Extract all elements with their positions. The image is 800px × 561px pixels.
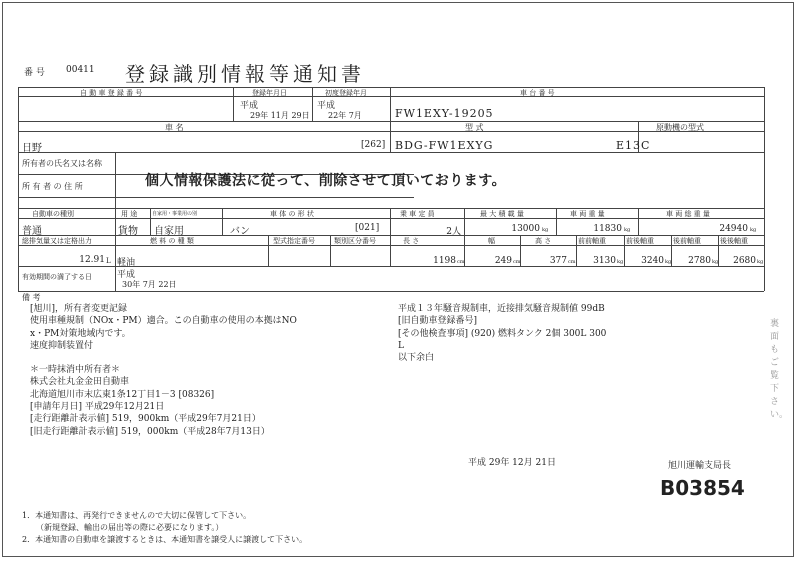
height-unit: cm [568,259,576,265]
purpose-label: 自家用・事業用の別 [152,211,198,217]
rear-front-axle-value: 2780 [688,256,711,266]
document-title: 登録識別情報等通知書 [125,62,365,86]
first-reg-date: 22年 7月 [328,111,362,120]
displacement-label: 総排気量又は定格出力 [22,237,92,245]
type-value: BDG-FW1EXYG [395,139,494,152]
vehicle-kind-label: 自動車の種別 [32,210,74,218]
remarks-left [30,303,297,438]
remarks-line: [申請年月日] 平成29年12月21日 [30,402,165,413]
width-value: 249 [494,256,512,266]
front-rear-axle-value: 3240 [641,256,664,266]
front-rear-axle-unit: kg [665,259,672,265]
length-value: 1198 [433,256,456,266]
chassis-label: 車 台 番 号 [520,89,555,97]
capacity-value: 2人 [446,227,461,237]
vehicle-weight-label: 車 両 重 量 [570,210,605,218]
gross-weight-value: 24940 [719,224,748,234]
remarks-line: 使用車種規制（NOx・PM）適合。この自動車の使用の本拠はNO [30,316,297,327]
model-number-label: 型式指定番号 [273,237,315,245]
remarks-line: [旧走行距離計表示値] 519，000km（平成28年7月13日） [30,426,270,437]
remarks-line: 平成１３年騒音規制車，近接排気騒音規制値 99dB [398,304,605,314]
remarks-line: [旧自動車登録番号] [398,316,478,327]
remarks-line: L [398,340,404,351]
issuing-office: 旭川運輸支局長 [668,461,732,471]
type-label: 型 式 [465,123,484,132]
class-number-label: 類別区分番号 [334,237,376,245]
reg-date: 29年 11月 29日 [250,111,310,120]
rear-rear-axle-label: 後後軸重 [720,237,748,245]
remarks-line: ＊一時抹消中所有者＊ [30,365,121,376]
chassis-value: FW1EXY-19205 [395,107,494,120]
height-label: 高 さ [535,237,552,245]
remarks-line: [その他検査事項] (920) 燃料タンク 2個 300L 300 [398,328,607,339]
car-name-value: 日野 [22,143,42,154]
front-rear-axle-label: 前後軸重 [626,237,654,245]
remarks-right [398,303,606,364]
capacity-label: 乗 車 定 員 [400,210,435,218]
max-load-label: 最 大 積 載 量 [480,210,524,218]
reg-era: 平成 [240,101,259,111]
displacement-value: 12.91 [79,255,105,265]
issue-date: 平成 29年 12月 21日 [468,458,556,468]
front-front-axle-value: 3130 [593,256,616,266]
remarks-line: [旭川]，所有者変更記録 [30,304,128,314]
remarks-line: 速度抑制装置付 [30,340,94,351]
footer-note: 2．本通知書の自動車を譲渡するときは、本通知書を譲受人に譲渡して下さい。 [22,535,308,544]
use-value: 貨物 [118,226,138,237]
remarks-line: 北海道旭川市末広東1条12丁目1－3 [08326] [30,389,215,400]
reg-number-label: 自 動 車 登 録 番 号 [80,89,143,97]
reg-date-label: 登録年月日 [252,89,287,97]
length-label: 長 さ [403,237,420,245]
remarks-line: 株式会社丸金金田自動車 [30,377,130,388]
remarks-line [30,352,297,364]
displacement-unit: L [106,257,111,265]
vehicle-weight-value: 11830 [593,224,622,234]
first-reg-era: 平成 [317,101,336,111]
privacy-notice: 個人情報保護法に従って、削除させて頂いております。 [145,173,507,189]
fuel-type-value: 軽油 [117,258,136,268]
body-shape-code: [021] [355,223,380,233]
width-label: 幅 [488,237,495,245]
remarks-label: 備 考 [22,293,41,302]
engine-type-value: E13C [616,139,651,152]
rear-rear-axle-value: 2680 [733,256,756,266]
gross-weight-label: 車 両 総 重 量 [666,210,710,218]
car-name-code: [262] [361,140,386,150]
body-shape-value: バン [230,226,250,237]
rear-front-axle-unit: kg [712,259,719,265]
owner-name-label: 所有者の氏名又は名称 [22,159,102,168]
width-unit: cm [513,259,521,265]
footer-note: 1．本通知書は、再発行できませんので大切に保管して下さい。 [22,511,252,520]
vehicle-weight-unit: kg [624,227,631,233]
gross-weight-unit: kg [750,227,757,233]
car-name-label: 車 名 [165,123,184,132]
remarks-line: 以下余白 [398,353,435,364]
length-unit: cm [457,259,465,265]
max-load-unit: kg [542,227,549,233]
body-shape-label: 車 体 の 形 状 [270,210,314,218]
remarks-line: x・PM対策地域内です。 [30,328,131,339]
purpose-value: 自家用 [154,226,184,237]
use-label: 用 途 [121,210,138,218]
footer-note: （新規登録、輸出の届出等の際に必要になります。） [36,523,224,532]
engine-type-label: 原動機の型式 [656,123,704,132]
stamp-code: B03854 [660,476,745,500]
max-load-value: 13000 [511,224,540,234]
side-note: 裏面もご覧下さい。 [770,319,789,420]
number-value: 00411 [66,65,95,75]
fuel-type-label: 燃 料 の 種 類 [150,237,194,245]
expiry-era: 平成 [117,270,136,280]
number-label: 番 号 [24,68,45,78]
rear-rear-axle-unit: kg [757,259,764,265]
front-front-axle-unit: kg [617,259,624,265]
expiry-label: 有効期間の満了する日 [22,273,92,281]
remarks-line: [走行距離計表示値] 519，900km（平成29年7月21日） [30,414,261,425]
rear-front-axle-label: 後前軸重 [673,237,701,245]
height-value: 377 [549,256,567,266]
first-reg-label: 初度登録年月 [325,89,367,97]
owner-address-label: 所 有 者 の 住 所 [22,182,83,191]
front-front-axle-label: 前前軸重 [578,237,606,245]
vehicle-kind-value: 普通 [22,226,42,237]
expiry-date: 30年 7月 22日 [122,280,177,289]
